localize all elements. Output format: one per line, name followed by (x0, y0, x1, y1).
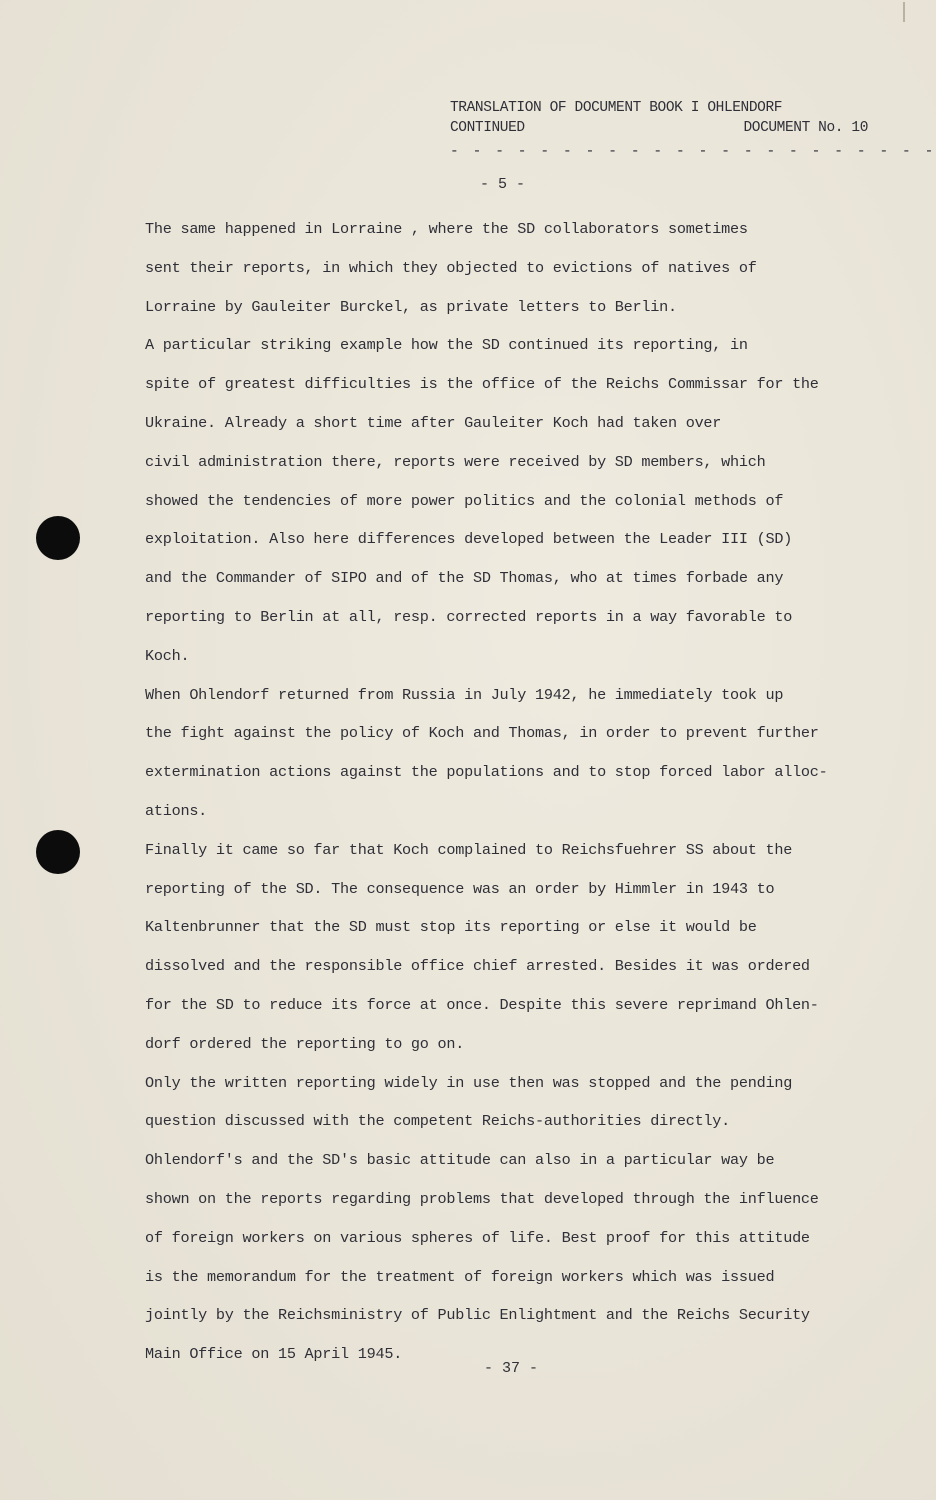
header-rule: - - - - - - - - - - - - - - - - - - - - - - (450, 144, 936, 160)
text-line: Koch. (145, 646, 190, 665)
punch-hole-upper (36, 516, 80, 560)
text-line: question discussed with the competent Reichs-authorities directly. (145, 1112, 731, 1131)
text-line: of foreign workers on various spheres of life. Best proof for this attitude (145, 1228, 810, 1247)
text-line: Ohlendorf's and the SD's basic attitude can also in a particular way be (145, 1151, 775, 1170)
text-line: is the memorandum for the treatment of foreign workers which was issued (145, 1267, 775, 1286)
text-line: Ukraine. Already a short time after Gauleiter Koch had taken over (145, 413, 722, 432)
text-line: A particular striking example how the SD continued its reporting, in (145, 336, 748, 355)
header-document-number: DOCUMENT No. 10 (743, 120, 868, 136)
text-line: Finally it came so far that Koch complained to Reichsfuehrer SS about the (145, 840, 793, 859)
text-line: Main Office on 15 April 1945. (145, 1345, 403, 1364)
text-line: jointly by the Reichsministry of Public Enlightment and the Reichs Security (145, 1306, 810, 1325)
punch-hole-lower (36, 830, 80, 874)
text-line: Lorraine by Gauleiter Burckel, as private letters to Berlin. (145, 297, 677, 316)
text-line: dorf ordered the reporting to go on. (145, 1034, 465, 1053)
text-line: showed the tendencies of more power politics and the colonial methods of (145, 491, 784, 510)
text-line: for the SD to reduce its force at once. Despite this severe reprimand Ohlen- (145, 995, 819, 1014)
text-line: reporting to Berlin at all, resp. corrected reports in a way favorable to (145, 607, 793, 626)
text-line: Kaltenbrunner that the SD must stop its reporting or else it would be (145, 918, 757, 937)
document-header (450, 98, 936, 162)
text-line: Only the written reporting widely in use then was stopped and the pending (145, 1073, 793, 1092)
page-number-top: - 5 - (480, 176, 526, 193)
text-line: the fight against the policy of Koch and Thomas, in order to prevent further (145, 724, 819, 743)
header-second-line (450, 118, 868, 138)
text-line: reporting of the SD. The consequence was an order by Himmler in 1943 to (145, 879, 775, 898)
text-line: spite of greatest difficulties is the office of the Reichs Commissar for the (145, 375, 819, 394)
page-number-bottom: - 37 - (484, 1360, 539, 1377)
edge-mark (903, 2, 905, 22)
text-line: The same happened in Lorraine , where the SD collaborators sometimes (145, 220, 748, 238)
text-line: dissolved and the responsible office chief arrested. Besides it was ordered (145, 957, 810, 976)
text-line: sent their reports, in which they objected to evictions of natives of (145, 258, 757, 277)
text-line: shown on the reports regarding problems that developed through the influence (145, 1189, 819, 1208)
header-continued: CONTINUED (450, 120, 525, 136)
header-title: TRANSLATION OF DOCUMENT BOOK I OHLENDORF (450, 100, 783, 116)
text-line: When Ohlendorf returned from Russia in July 1942, he immediately took up (145, 685, 784, 704)
text-line: extermination actions against the populations and to stop forced labor alloc- (145, 763, 828, 782)
text-line: and the Commander of SIPO and of the SD Thomas, who at times forbade any (145, 569, 784, 588)
text-line: ations. (145, 801, 208, 820)
text-line: exploitation. Also here differences developed between the Leader III (SD) (145, 530, 793, 549)
text-line: civil administration there, reports were received by SD members, which (145, 452, 766, 471)
body-text (145, 210, 895, 1374)
